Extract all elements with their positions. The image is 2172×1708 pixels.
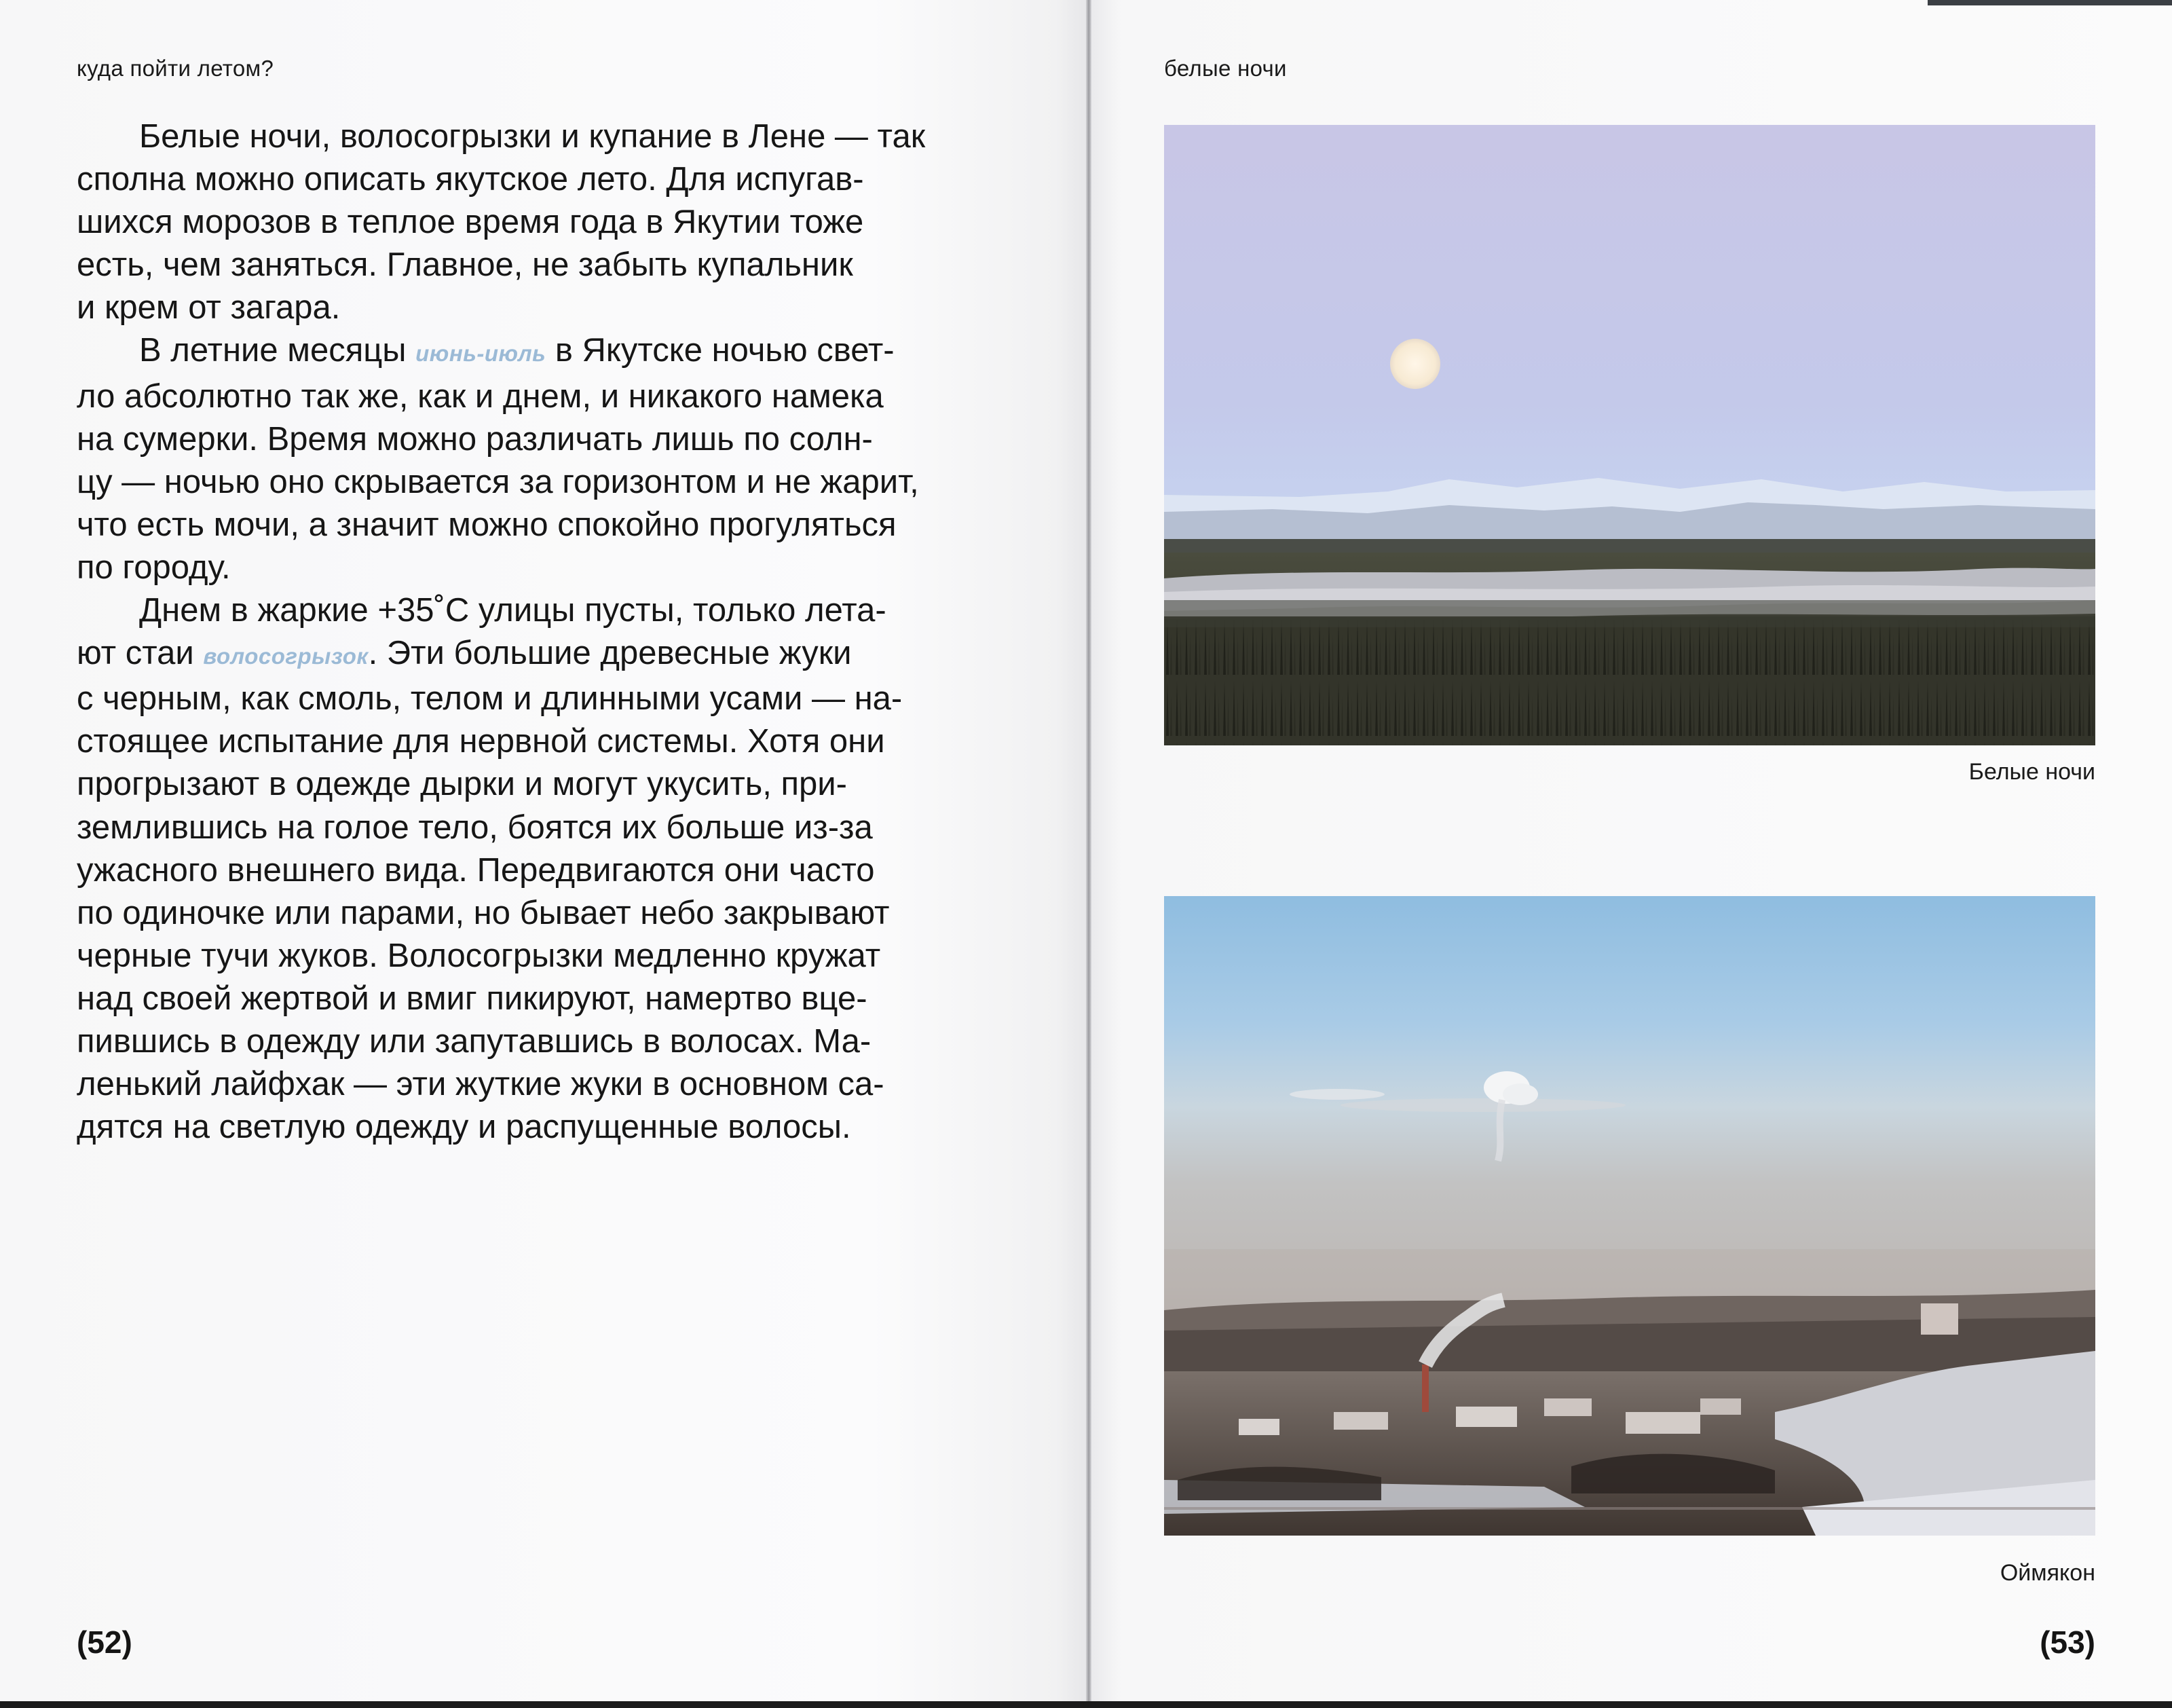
text-fragment: и крем от загара. [77,289,341,327]
right-running-head: белые ночи [1164,56,1287,81]
caption-white-nights: Белые ночи [1968,759,2095,785]
text-line [77,158,1027,201]
right-page-number: (53) [2040,1625,2095,1660]
text-line [77,375,1027,418]
text-fragment: . Эти большие древесные жуки [368,635,852,672]
moon [1390,339,1440,389]
text-line [77,504,1027,546]
text-fragment: дятся на светлую одежду и распущенные волосы. [77,1109,851,1146]
text-fragment: В летние месяцы [139,332,416,369]
margin-note: июнь-июль [415,341,546,367]
text-fragment: шихся морозов в теплое время года в Якутии тоже [77,204,864,241]
text-line [77,589,1027,632]
text-fragment: ло абсолютно так же, как и днем, и никакого намека [77,377,884,415]
left-page-number: (52) [77,1625,132,1660]
text-fragment: что есть мочи, а значит можно спокойно прогуляться [77,506,897,543]
text-fragment: ют стаи [77,635,204,672]
text-line [77,892,1027,935]
text-line [77,720,1027,763]
photo-oymyakon [1164,896,2095,1536]
text-line [77,1063,1027,1106]
text-fragment: с черным, как смоль, телом и длинными усами — на- [77,680,903,718]
book-gutter [1086,0,1091,1708]
text-line [77,115,1027,158]
text-fragment: сполна можно описать якутское лето. Для испугав- [77,161,864,198]
text-fragment: ужасного внешнего вида. Передвигаются они часто [77,851,875,889]
margin-note: волосогрызок [203,644,369,669]
text-line [77,632,1027,677]
text-line [77,677,1027,720]
text-line [77,546,1027,589]
text-fragment: в Якутске ночью свет- [546,332,895,369]
text-fragment: Белые ночи, волосогрызки и купание в Лене — так [139,118,926,155]
text-fragment: черные тучи жуков. Волосогрызки медленно кружат [77,937,881,974]
body-text [77,115,1027,1149]
text-line [77,418,1027,461]
text-fragment: на сумерки. Время можно различать лишь по солн- [77,420,873,458]
text-line [77,329,1027,375]
text-fragment: прогрызают в одежде дырки и могут укусить, при- [77,766,847,803]
left-running-head: куда пойти летом? [77,56,274,81]
text-fragment: Днем в жаркие +35˚С улицы пусты, только лета- [139,592,886,629]
text-fragment: цу — ночью оно скрывается за горизонтом и не жарит, [77,463,919,500]
text-line [77,1020,1027,1063]
caption-oymyakon: Оймякон [2000,1560,2095,1586]
text-line [77,201,1027,244]
text-fragment: пившись в одежду или запутавшись в волосах. Ма- [77,1022,872,1060]
text-fragment: по одиночке или парами, но бывает небо закрывают [77,894,890,931]
text-line [77,849,1027,892]
text-line [77,244,1027,286]
text-line [77,763,1027,806]
text-fragment: над своей жертвой и вмиг пикируют, намертво вце- [77,980,867,1017]
text-line [77,935,1027,978]
scan-edge-top [1928,0,2172,5]
photo-white-nights [1164,125,2095,745]
oymyakon-image [1164,896,2095,1536]
text-fragment: по городу. [77,549,231,586]
text-line [77,286,1027,329]
text-line [77,461,1027,504]
text-fragment: стоящее испытание для нервной системы. Хотя они [77,723,885,760]
text-line [77,1106,1027,1149]
text-line [77,978,1027,1020]
text-line [77,806,1027,849]
text-fragment: ленький лайфхак — эти жуткие жуки в основном са- [77,1066,884,1103]
text-fragment: есть, чем заняться. Главное, не забыть купальник [77,246,853,284]
white-nights-image [1164,125,2095,745]
text-fragment: землившись на голое тело, боятся их больше из-за [77,809,873,846]
scan-edge-bottom [0,1701,2172,1708]
